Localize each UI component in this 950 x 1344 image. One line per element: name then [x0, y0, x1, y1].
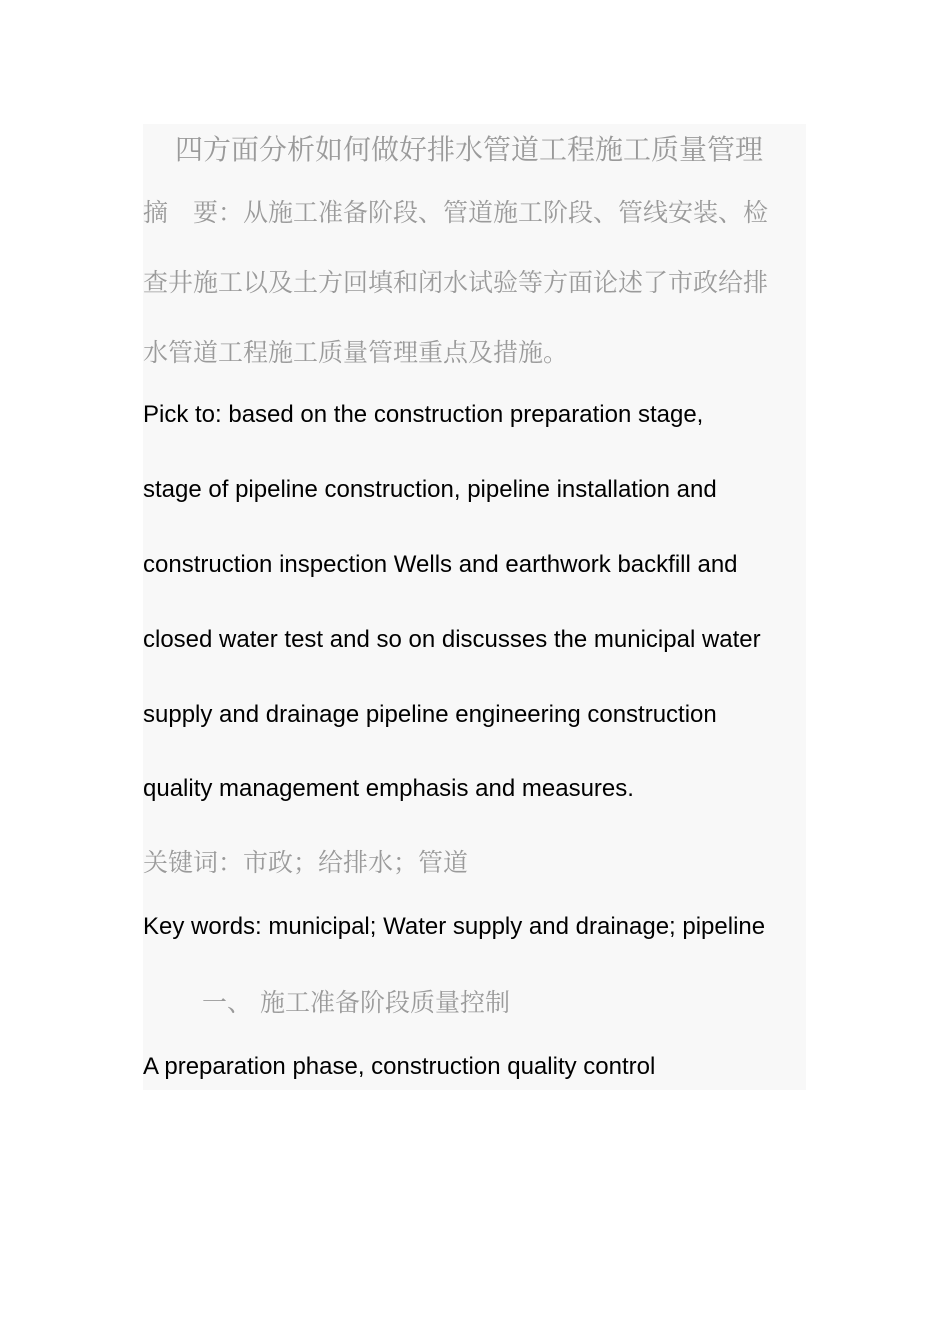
abstract-zh-text-1: 要：从施工准备阶段、管道施工阶段、管线安装、检 — [193, 198, 769, 227]
section-1-heading-en: A preparation phase, construction quality control — [143, 1053, 656, 1080]
abstract-zh-line-1 — [143, 198, 768, 228]
abstract-label-start: 摘 — [143, 198, 169, 227]
abstract-zh-line-2: 查井施工以及土方回填和闭水试验等方面论述了市政给排 — [143, 268, 769, 297]
abstract-zh-line-3: 水管道工程施工质量管理重点及措施。 — [143, 338, 569, 367]
abstract-en-line-5: supply and drainage pipeline engineering construction — [143, 701, 717, 728]
abstract-en-line-4: closed water test and so on discusses the municipal water — [143, 626, 761, 653]
keywords-zh: 关键词：市政；给排水；管道 — [143, 848, 469, 877]
abstract-en-line-1: Pick to: based on the construction preparation stage, — [143, 401, 704, 428]
abstract-en-line-2: stage of pipeline construction, pipeline installation and — [143, 476, 717, 503]
section-1-heading-zh: 一、 施工准备阶段质量控制 — [202, 988, 510, 1017]
abstract-en-line-3: construction inspection Wells and earthwork backfill and — [143, 551, 738, 578]
abstract-en-line-6: quality management emphasis and measures. — [143, 775, 634, 802]
document-title: 四方面分析如何做好排水管道工程施工质量管理 — [175, 133, 764, 166]
keywords-en: Key words: municipal; Water supply and drainage; pipeline — [143, 913, 766, 940]
